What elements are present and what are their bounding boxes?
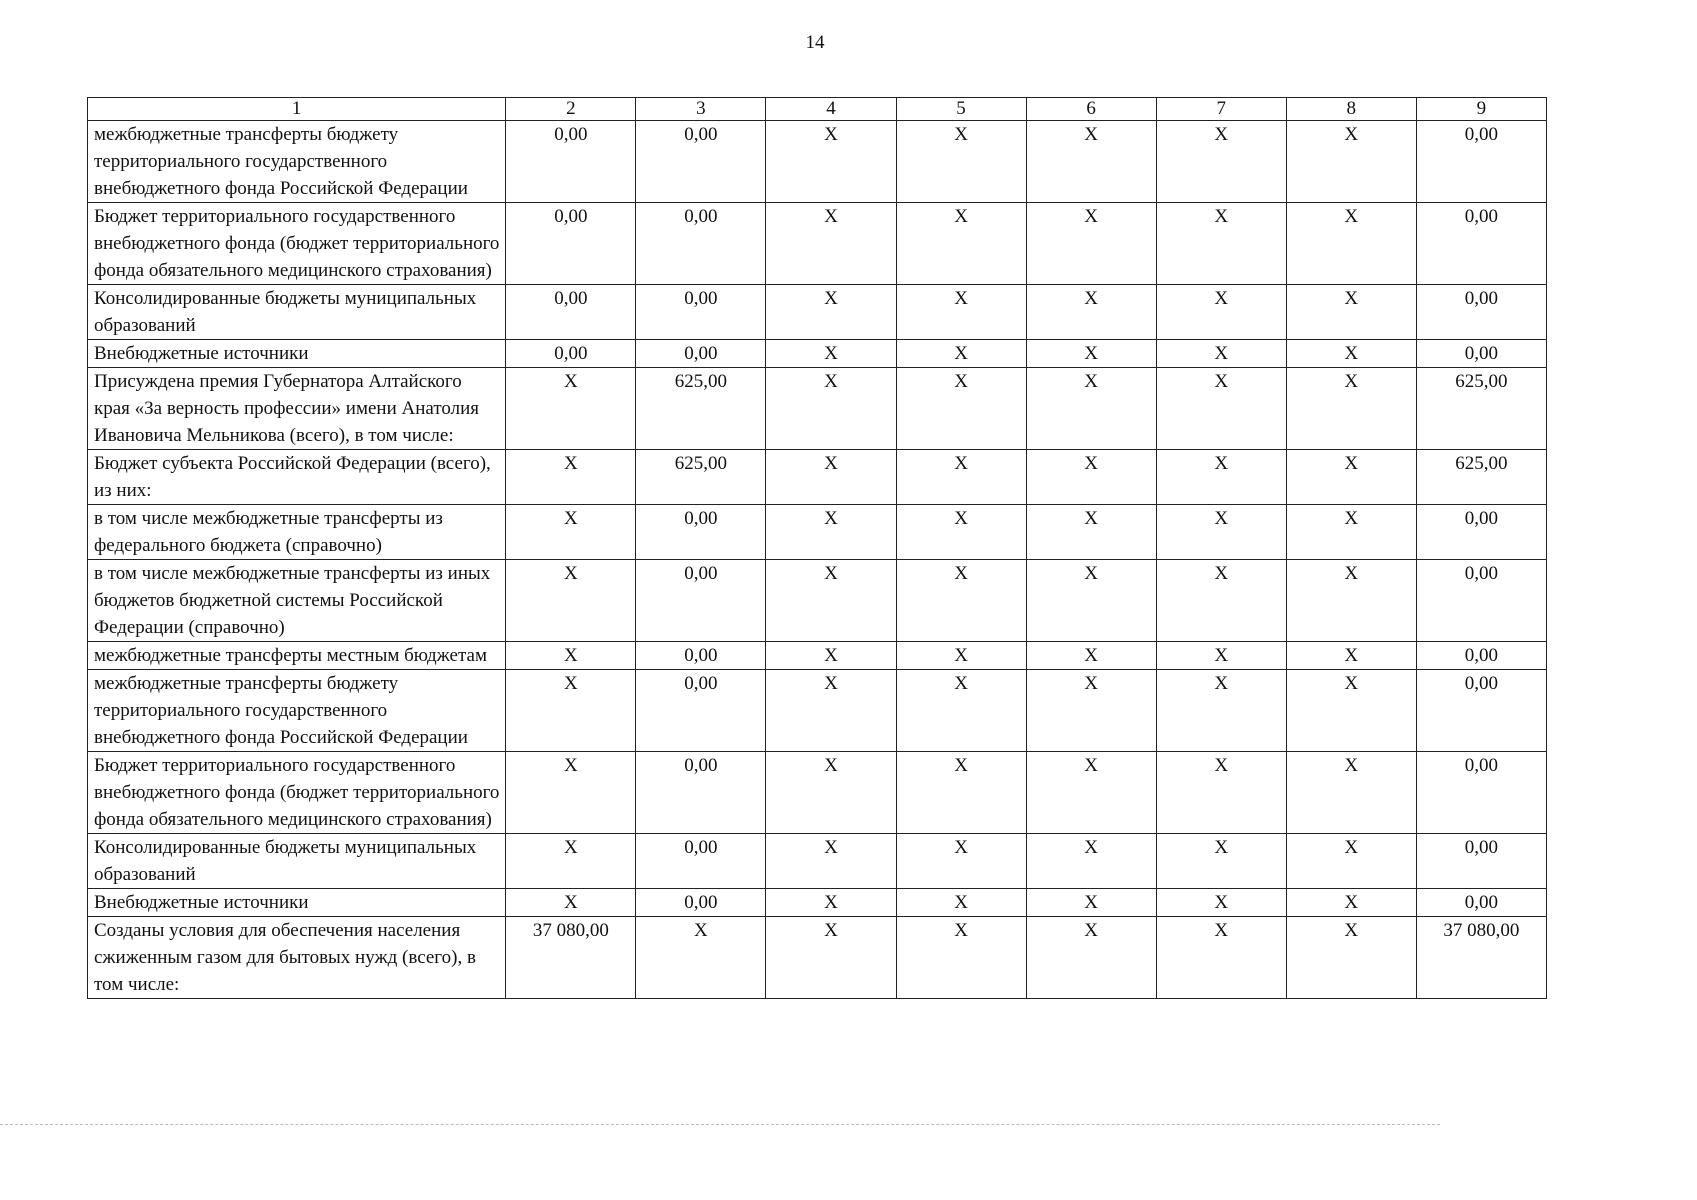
row-label: Созданы условия для обеспечения населения сжиженным газом для бытовых нужд (всего), в том числе: <box>88 917 506 999</box>
cell-value: X <box>1286 560 1416 642</box>
column-header: 8 <box>1286 98 1416 121</box>
cell-value: X <box>1026 834 1156 889</box>
cell-value: X <box>766 752 896 834</box>
cell-value: 0,00 <box>636 752 766 834</box>
table-row <box>88 368 1547 450</box>
cell-value: X <box>1026 889 1156 917</box>
cell-value: X <box>896 505 1026 560</box>
table-row <box>88 121 1547 203</box>
cell-value: 37 080,00 <box>506 917 636 999</box>
cell-value: X <box>1156 917 1286 999</box>
table-row <box>88 340 1547 368</box>
cell-value: 0,00 <box>636 505 766 560</box>
cell-value: 0,00 <box>1416 121 1546 203</box>
cell-value: X <box>766 505 896 560</box>
cell-value: X <box>766 889 896 917</box>
cell-value: X <box>506 670 636 752</box>
cell-value: X <box>1286 121 1416 203</box>
cell-value: X <box>896 121 1026 203</box>
row-label: межбюджетные трансферты бюджету территориального государственного внебюджетного фонда Российской Федерации <box>88 670 506 752</box>
row-label: Внебюджетные источники <box>88 340 506 368</box>
cell-value: X <box>896 889 1026 917</box>
cell-value: X <box>1156 450 1286 505</box>
cell-value: 0,00 <box>1416 560 1546 642</box>
cell-value: X <box>1026 121 1156 203</box>
cell-value: X <box>1286 752 1416 834</box>
table-row <box>88 889 1547 917</box>
cell-value: 625,00 <box>1416 450 1546 505</box>
cell-value: X <box>896 752 1026 834</box>
budget-table <box>87 97 1547 999</box>
cell-value: 0,00 <box>506 121 636 203</box>
cell-value: 0,00 <box>1416 505 1546 560</box>
cell-value: X <box>1156 889 1286 917</box>
cell-value: X <box>766 670 896 752</box>
cell-value: X <box>766 642 896 670</box>
cell-value: X <box>1156 121 1286 203</box>
cell-value: X <box>766 834 896 889</box>
row-label: Консолидированные бюджеты муниципальных образований <box>88 285 506 340</box>
column-header: 6 <box>1026 98 1156 121</box>
row-label: межбюджетные трансферты бюджету территориального государственного внебюджетного фонда Российской Федерации <box>88 121 506 203</box>
cell-value: X <box>506 505 636 560</box>
cell-value: X <box>896 203 1026 285</box>
cell-value: X <box>636 917 766 999</box>
cell-value: X <box>766 560 896 642</box>
table-row <box>88 285 1547 340</box>
cell-value: X <box>1286 917 1416 999</box>
row-label: Бюджет территориального государственного внебюджетного фонда (бюджет территориального фонда обязательного медицинского страхования) <box>88 203 506 285</box>
cell-value: X <box>1286 834 1416 889</box>
cell-value: X <box>896 340 1026 368</box>
cell-value: X <box>1156 752 1286 834</box>
table-body <box>88 121 1547 999</box>
cell-value: X <box>1156 340 1286 368</box>
cell-value: 0,00 <box>636 340 766 368</box>
cell-value: X <box>506 368 636 450</box>
row-label: межбюджетные трансферты местным бюджетам <box>88 642 506 670</box>
table-row <box>88 752 1547 834</box>
column-header: 7 <box>1156 98 1286 121</box>
cell-value: X <box>1156 368 1286 450</box>
cell-value: X <box>506 752 636 834</box>
cell-value: X <box>1286 505 1416 560</box>
cell-value: 0,00 <box>636 203 766 285</box>
column-header: 4 <box>766 98 896 121</box>
cell-value: X <box>766 340 896 368</box>
cell-value: 625,00 <box>1416 368 1546 450</box>
cell-value: 0,00 <box>636 670 766 752</box>
cell-value: X <box>1026 368 1156 450</box>
cell-value: X <box>766 368 896 450</box>
cell-value: X <box>506 642 636 670</box>
cell-value: X <box>896 642 1026 670</box>
cell-value: X <box>506 834 636 889</box>
header-row <box>88 98 1547 121</box>
cell-value: 0,00 <box>1416 889 1546 917</box>
cell-value: X <box>896 285 1026 340</box>
cell-value: 0,00 <box>1416 203 1546 285</box>
cell-value: X <box>896 450 1026 505</box>
cell-value: 0,00 <box>1416 285 1546 340</box>
column-header: 1 <box>88 98 506 121</box>
cell-value: X <box>766 285 896 340</box>
cell-value: 0,00 <box>1416 752 1546 834</box>
table-row <box>88 917 1547 999</box>
cell-value: 0,00 <box>636 285 766 340</box>
table-row <box>88 642 1547 670</box>
table-row <box>88 450 1547 505</box>
cell-value: X <box>1026 340 1156 368</box>
cell-value: X <box>896 368 1026 450</box>
cell-value: X <box>1026 203 1156 285</box>
cell-value: X <box>896 834 1026 889</box>
cell-value: 625,00 <box>636 450 766 505</box>
cell-value: X <box>1026 560 1156 642</box>
cell-value: X <box>1286 642 1416 670</box>
cell-value: X <box>766 917 896 999</box>
cell-value: 0,00 <box>506 285 636 340</box>
table-row <box>88 560 1547 642</box>
cell-value: X <box>1026 505 1156 560</box>
cell-value: X <box>1286 670 1416 752</box>
cell-value: X <box>896 670 1026 752</box>
cell-value: X <box>766 203 896 285</box>
table-row <box>88 505 1547 560</box>
cell-value: 0,00 <box>636 642 766 670</box>
cell-value: X <box>506 450 636 505</box>
column-header: 5 <box>896 98 1026 121</box>
cell-value: X <box>1286 889 1416 917</box>
column-header: 3 <box>636 98 766 121</box>
table-row <box>88 834 1547 889</box>
cell-value: X <box>896 917 1026 999</box>
scan-artifact-line <box>0 1124 1440 1125</box>
cell-value: X <box>1156 505 1286 560</box>
cell-value: X <box>1286 340 1416 368</box>
cell-value: 0,00 <box>636 889 766 917</box>
cell-value: 0,00 <box>636 834 766 889</box>
cell-value: X <box>1026 752 1156 834</box>
cell-value: X <box>1026 917 1156 999</box>
cell-value: X <box>1156 642 1286 670</box>
row-label: Внебюджетные источники <box>88 889 506 917</box>
cell-value: 37 080,00 <box>1416 917 1546 999</box>
table-row <box>88 203 1547 285</box>
cell-value: X <box>1286 203 1416 285</box>
cell-value: X <box>766 450 896 505</box>
row-label: Бюджет территориального государственного внебюджетного фонда (бюджет территориального фонда обязательного медицинского страхования) <box>88 752 506 834</box>
cell-value: X <box>896 560 1026 642</box>
cell-value: X <box>1286 285 1416 340</box>
cell-value: X <box>1286 368 1416 450</box>
cell-value: X <box>1156 203 1286 285</box>
cell-value: X <box>1156 670 1286 752</box>
cell-value: X <box>1026 450 1156 505</box>
cell-value: X <box>1156 834 1286 889</box>
column-header: 9 <box>1416 98 1546 121</box>
cell-value: 0,00 <box>1416 834 1546 889</box>
row-label: в том числе межбюджетные трансферты из иных бюджетов бюджетной системы Российской Федерации (справочно) <box>88 560 506 642</box>
cell-value: 0,00 <box>636 121 766 203</box>
cell-value: 625,00 <box>636 368 766 450</box>
cell-value: X <box>1286 450 1416 505</box>
row-label: Бюджет субъекта Российской Федерации (всего), из них: <box>88 450 506 505</box>
cell-value: 0,00 <box>506 340 636 368</box>
cell-value: X <box>1156 285 1286 340</box>
row-label: в том числе межбюджетные трансферты из федерального бюджета (справочно) <box>88 505 506 560</box>
cell-value: X <box>1026 670 1156 752</box>
page-number: 14 <box>805 32 825 53</box>
row-label: Присуждена премия Губернатора Алтайского края «За верность профессии» имени Анатолия Ивановича Мельникова (всего), в том числе: <box>88 368 506 450</box>
column-header: 2 <box>506 98 636 121</box>
cell-value: 0,00 <box>506 203 636 285</box>
cell-value: 0,00 <box>1416 670 1546 752</box>
cell-value: X <box>506 560 636 642</box>
cell-value: X <box>1156 560 1286 642</box>
cell-value: X <box>766 121 896 203</box>
cell-value: X <box>1026 285 1156 340</box>
row-label: Консолидированные бюджеты муниципальных образований <box>88 834 506 889</box>
table-row <box>88 670 1547 752</box>
cell-value: 0,00 <box>1416 340 1546 368</box>
table-header <box>88 98 1547 121</box>
cell-value: X <box>506 889 636 917</box>
cell-value: X <box>1026 642 1156 670</box>
cell-value: 0,00 <box>636 560 766 642</box>
cell-value: 0,00 <box>1416 642 1546 670</box>
